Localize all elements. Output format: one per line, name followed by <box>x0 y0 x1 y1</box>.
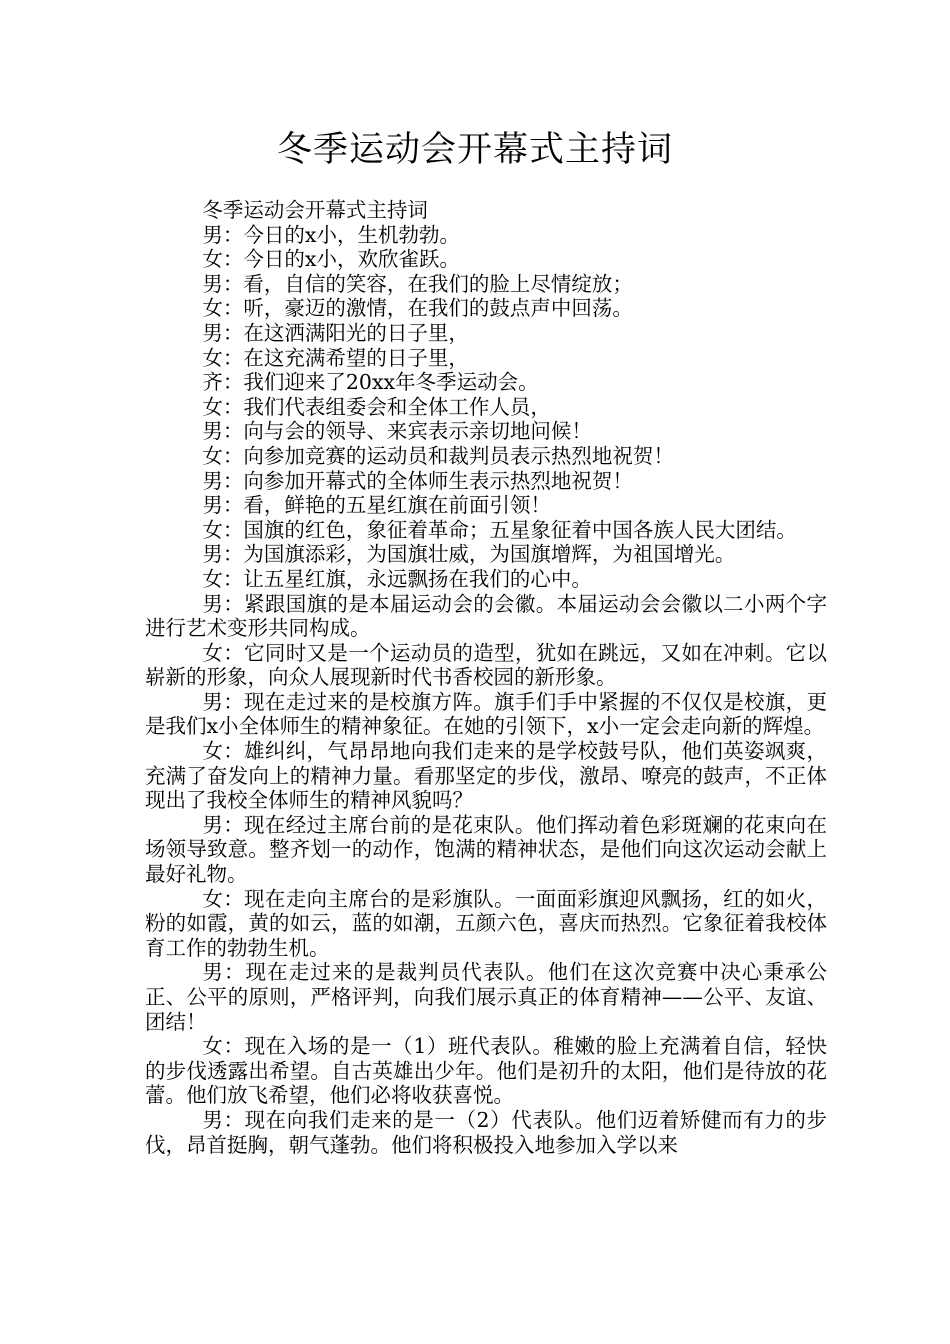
document-body <box>145 198 827 1157</box>
paragraph: 男：现在向我们走来的是一（2）代表队。他们迈着矫健而有力的步伐，昂首挺胸，朝气蓬勃。他们将积极投入地参加入学以来 <box>145 1107 827 1157</box>
paragraph: 男：向与会的领导、来宾表示亲切地问候！ <box>202 419 592 444</box>
paragraph: 女：让五星红旗，永远飘扬在我们的心中。 <box>202 566 592 591</box>
paragraph: 男：现在走过来的是校旗方阵。旗手们手中紧握的不仅仅是校旗，更是我们x小全体师生的精神象征。在她的引领下，x小一定会走向新的辉煌。 <box>145 689 827 739</box>
paragraph: 男：紧跟国旗的是本届运动会的会徽。本届运动会会徽以二小两个字进行艺术变形共同构成。 <box>145 591 827 641</box>
paragraph: 男：现在经过主席台前的是花束队。他们挥动着色彩斑斓的花束向在场领导致意。整齐划一的动作，饱满的精神状态，是他们向这次运动会献上最好礼物。 <box>145 812 827 887</box>
paragraph: 男：向参加开幕式的全体师生表示热烈地祝贺！ <box>202 468 633 493</box>
paragraph: 女：向参加竞赛的运动员和裁判员表示热烈地祝贺！ <box>202 443 674 468</box>
paragraph: 男：为国旗添彩，为国旗壮威，为国旗增辉，为祖国增光。 <box>202 542 736 567</box>
paragraph: 女：它同时又是一个运动员的造型，犹如在跳远，又如在冲刺。它以崭新的形象，向众人展现新时代书香校园的新形象。 <box>145 640 827 690</box>
paragraph: 女：国旗的红色，象征着革命；五星象征着中国各族人民大团结。 <box>202 517 797 542</box>
paragraph: 冬季运动会开幕式主持词 <box>202 198 428 222</box>
document-title: 冬季运动会开幕式主持词 <box>276 130 673 170</box>
paragraph: 女：在这充满希望的日子里， <box>202 345 469 370</box>
paragraph: 男：在这洒满阳光的日子里， <box>202 320 469 345</box>
paragraph: 男：看，鲜艳的五星红旗在前面引领！ <box>202 493 551 518</box>
paragraph: 齐：我们迎来了20xx年冬季运动会。 <box>202 370 539 395</box>
paragraph: 女：听，豪迈的激情，在我们的鼓点声中回荡。 <box>202 296 633 321</box>
paragraph: 女：现在走向主席台的是彩旗队。一面面彩旗迎风飘扬，红的如火，粉的如霞，黄的如云，蓝的如潮，五颜六色，喜庆而热烈。它象征着我校体育工作的勃勃生机。 <box>145 886 827 960</box>
paragraph: 男：今日的x小，生机勃勃。 <box>202 222 460 247</box>
paragraph: 女：雄纠纠，气昂昂地向我们走来的是学校鼓号队，他们英姿飒爽，充满了奋发向上的精神力量。看那坚定的步伐，激昂、嘹亮的鼓声，不正体现出了我校全体师生的精神风貌吗？ <box>145 739 827 813</box>
paragraph: 男：看，自信的笑容，在我们的脸上尽情绽放； <box>202 271 633 296</box>
paragraph: 女：今日的x小，欢欣雀跃。 <box>202 247 460 272</box>
paragraph: 女：现在入场的是一（1）班代表队。稚嫩的脸上充满着自信，轻快的步伐透露出希望。自古英雄出少年。他们是初升的太阳，他们是待放的花蕾。他们放飞希望，他们必将收获喜悦。 <box>145 1034 827 1108</box>
paragraph: 女：我们代表组委会和全体工作人员， <box>202 394 551 419</box>
paragraph: 男：现在走过来的是裁判员代表队。他们在这次竞赛中决心秉承公正、公平的原则，严格评判，向我们展示真正的体育精神——公平、友谊、团结！ <box>145 960 827 1034</box>
